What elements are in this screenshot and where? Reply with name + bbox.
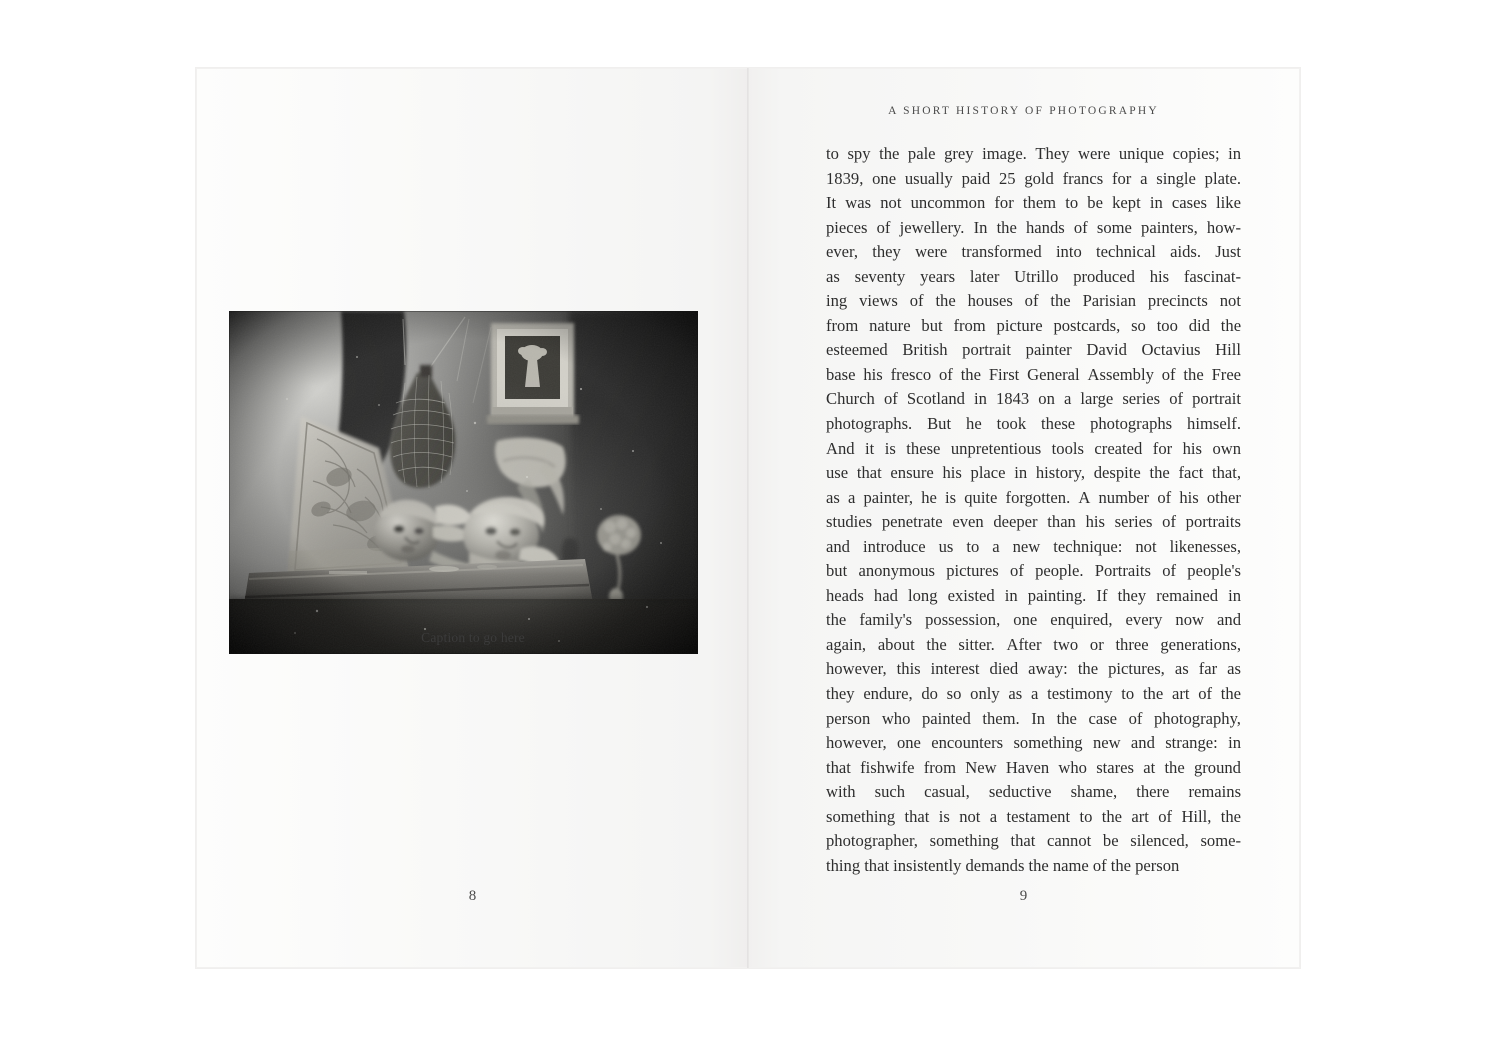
body-line: esteemed British portrait painter David Octavius Hill (826, 340, 1241, 360)
body-line: base his fresco of the First General Assembly of the Free (826, 364, 1242, 384)
body-line: heads had long existed in painting. If they remained in (826, 585, 1242, 605)
body-line: 1839, one usually paid 25 gold francs for a single plate. (826, 168, 1242, 188)
body-line: photographer, something that cannot be silenced, some- (826, 831, 1242, 851)
daguerreotype-artwork (229, 311, 698, 654)
body-line: and introduce us to a new technique: not likenesses, (826, 536, 1242, 556)
page-number-left: 8 (468, 888, 477, 904)
book-spread (196, 68, 1300, 968)
right-page (748, 68, 1300, 968)
body-line: again, about the sitter. After two or three generations, (826, 634, 1241, 654)
running-head: A SHORT HISTORY OF PHOTOGRAPHY (888, 105, 1159, 117)
page-number-right: 9 (1019, 888, 1028, 904)
body-line: the family's possession, one enquired, every now and (826, 610, 1241, 630)
body-line: from nature but from picture postcards, so too did the (826, 315, 1242, 335)
body-line: pieces of jewellery. In the hands of some painters, how- (826, 217, 1241, 237)
book-gutter (747, 68, 749, 968)
body-line: as a painter, he is quite forgotten. A number of his other (826, 487, 1241, 507)
figure-still-life (229, 311, 698, 654)
figure-caption: Caption to go here (421, 630, 525, 645)
body-line: with such casual, seductive shame, there remains (826, 782, 1242, 802)
body-line: studies penetrate even deeper than his series of portraits (826, 512, 1241, 532)
body-line: as seventy years later Utrillo produced his fascinat- (826, 266, 1241, 286)
body-line: And it is these unpretentious tools created for his own (826, 438, 1242, 458)
body-line: person who painted them. In the case of photography, (826, 708, 1241, 728)
body-line: that fishwife from New Haven who stares at the ground (826, 757, 1241, 777)
body-paragraph (826, 142, 1241, 878)
body-line: they endure, do so only as a testimony to the art of the (826, 684, 1242, 704)
body-line: use that ensure his place in history, despite the fact that, (826, 463, 1242, 483)
body-line: but anonymous pictures of people. Portraits of people's (826, 561, 1241, 581)
body-line: something that is not a testament to the art of Hill, the (826, 806, 1242, 826)
body-line: ing views of the houses of the Parisian precincts not (826, 291, 1241, 311)
body-line: Church of Scotland in 1843 on a large series of portrait (826, 389, 1241, 409)
body-line: It was not uncommon for them to be kept in cases like (826, 193, 1241, 213)
body-line: however, one encounters something new and strange: in (826, 733, 1241, 753)
body-line: however, this interest died away: the pictures, as far as (826, 659, 1241, 679)
body-line: thing that insistently demands the name of the person (826, 855, 1180, 875)
body-line: ever, they were transformed into technical aids. Just (826, 242, 1242, 262)
body-line: to spy the pale grey image. They were unique copies; in (826, 144, 1242, 163)
body-text (826, 142, 1241, 878)
left-page (196, 68, 748, 968)
still-life-daguerreotype-image (229, 311, 698, 654)
body-line: photographs. But he took these photographs himself. (826, 414, 1241, 434)
